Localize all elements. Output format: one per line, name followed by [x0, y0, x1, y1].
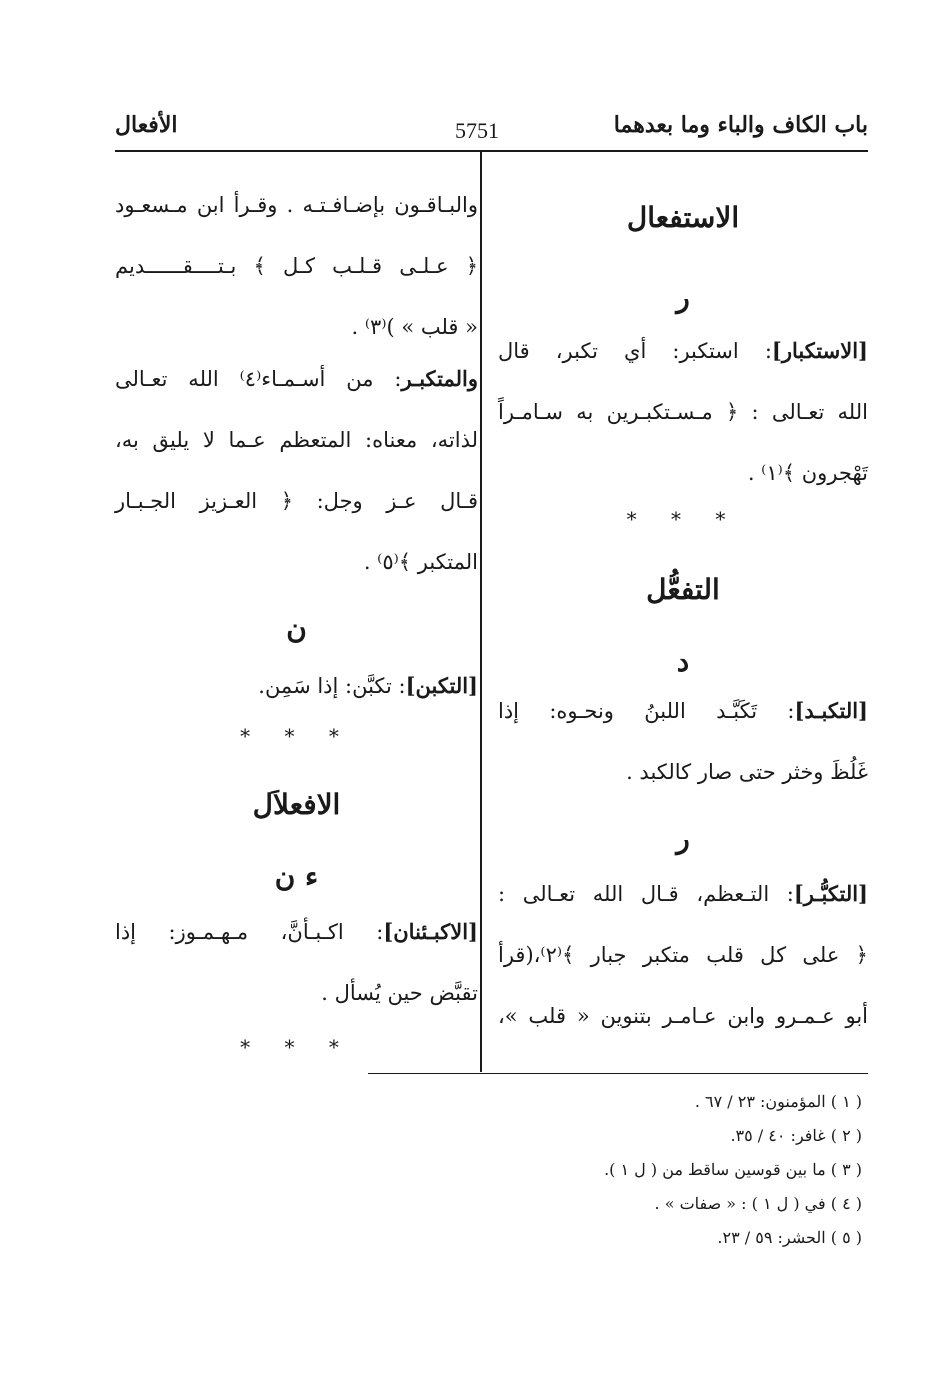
entry-term: [الاستكبار]: [771, 338, 868, 363]
entry-line: والمتكبـر: من أسـمـاء⁽٤⁾ الله تعـالى: [115, 366, 478, 391]
right-column: [498, 170, 868, 1062]
footnote: ( ١ ) المؤمنون: ٢٣ / ٦٧ .: [694, 1092, 862, 1111]
entry-line: الله تعـالى : ﴿ مـسـتكبـرين به سـامـراً: [498, 400, 868, 424]
entry-line: [الاستكبار]: استكبر: أي تكبر، قال: [498, 338, 868, 363]
root-letter: ن: [286, 612, 307, 645]
entry-term: [التكبُّـر]: [793, 881, 868, 906]
root-letter: ء ن: [274, 860, 319, 893]
section-heading: الافعلاَل: [252, 788, 341, 821]
entry-line: تقبَّض حين يُسأل .: [321, 981, 478, 1005]
entry-line: ﴿ على كل قلب متكبر جبار ﴾⁽٢⁾،(قرأ: [498, 943, 868, 967]
root-letter: ر: [676, 281, 690, 314]
entry-line: « قلب » )⁽٣⁾ .: [351, 315, 478, 339]
entry-term: [التكبـد]: [794, 698, 868, 723]
entry-term: [التكبن]: [405, 673, 478, 698]
left-column: [115, 170, 478, 1062]
entry-line: [الاكبـئنان]: اكـبـأنَّ، مـهـمـوز: إذا: [115, 919, 478, 944]
footnote: ( ٥ ) الحشر: ٥٩ / ٢٣.: [717, 1228, 862, 1247]
entry-line: لذاته، معناه: المتعظم عـما لا يليق به،: [115, 428, 478, 452]
entry-line: [التكبن]: تكبَّن: إذا سَمِن.: [258, 673, 478, 698]
column-divider: [480, 152, 482, 1072]
section-separator: * * *: [626, 507, 740, 531]
entry-line: المتكبر ﴾⁽٥⁾ .: [363, 550, 478, 574]
footnote-rule: [368, 1073, 868, 1074]
footnote: ( ٤ ) في ( ل ١ ) : « صفات » .: [654, 1194, 862, 1213]
entry-line: ﴿ عـلـى قـلـب كـل ﴾ بـتــــقــــــديم: [115, 254, 478, 278]
entry-line: [التكبُّـر]: التـعظم، قـال الله تعـالى :: [498, 881, 868, 906]
entry-line: تَهْجرون ﴾⁽١⁾ .: [747, 461, 868, 485]
entry-line: قـال عـز وجل: ﴿ العـزيز الجـبـار: [115, 489, 478, 513]
section-separator: * * *: [240, 1035, 353, 1059]
entry-line: والبـاقـون بإضـافـتـه . وقـرأ ابن مـسعـود: [115, 193, 478, 217]
root-letter: ر: [676, 822, 690, 855]
entry-line: غَلُظَ وخثر حتى صار كالكبد .: [626, 760, 868, 784]
section-heading: التفعُّل: [646, 573, 720, 606]
header-section-title: الأفعال: [115, 112, 178, 138]
page-number: 5751: [455, 118, 499, 143]
footnotes: [604, 1092, 862, 1262]
entry-term: والمتكبـر: [401, 366, 478, 391]
root-letter: د: [676, 645, 690, 678]
entry-line: أبو عـمـرو وابن عـامـر بتنوين « قلب »،: [498, 1004, 868, 1028]
header-chapter-title: باب الكاف والباء وما بعدهما: [613, 112, 868, 138]
section-separator: * * *: [240, 724, 353, 748]
entry-line: [التكبـد]: تَكَبَّـد اللبنُ ونحـوه: إذا: [498, 698, 868, 723]
header-rule: [115, 150, 868, 152]
entry-term: [الاكبـئنان]: [383, 919, 478, 944]
footnote: ( ٣ ) ما بين قوسين ساقط من ( ل ١ ).: [604, 1160, 862, 1179]
footnote: ( ٢ ) غافر: ٤٠ / ٣٥.: [730, 1126, 862, 1145]
section-heading: الاستفعال: [626, 201, 740, 234]
